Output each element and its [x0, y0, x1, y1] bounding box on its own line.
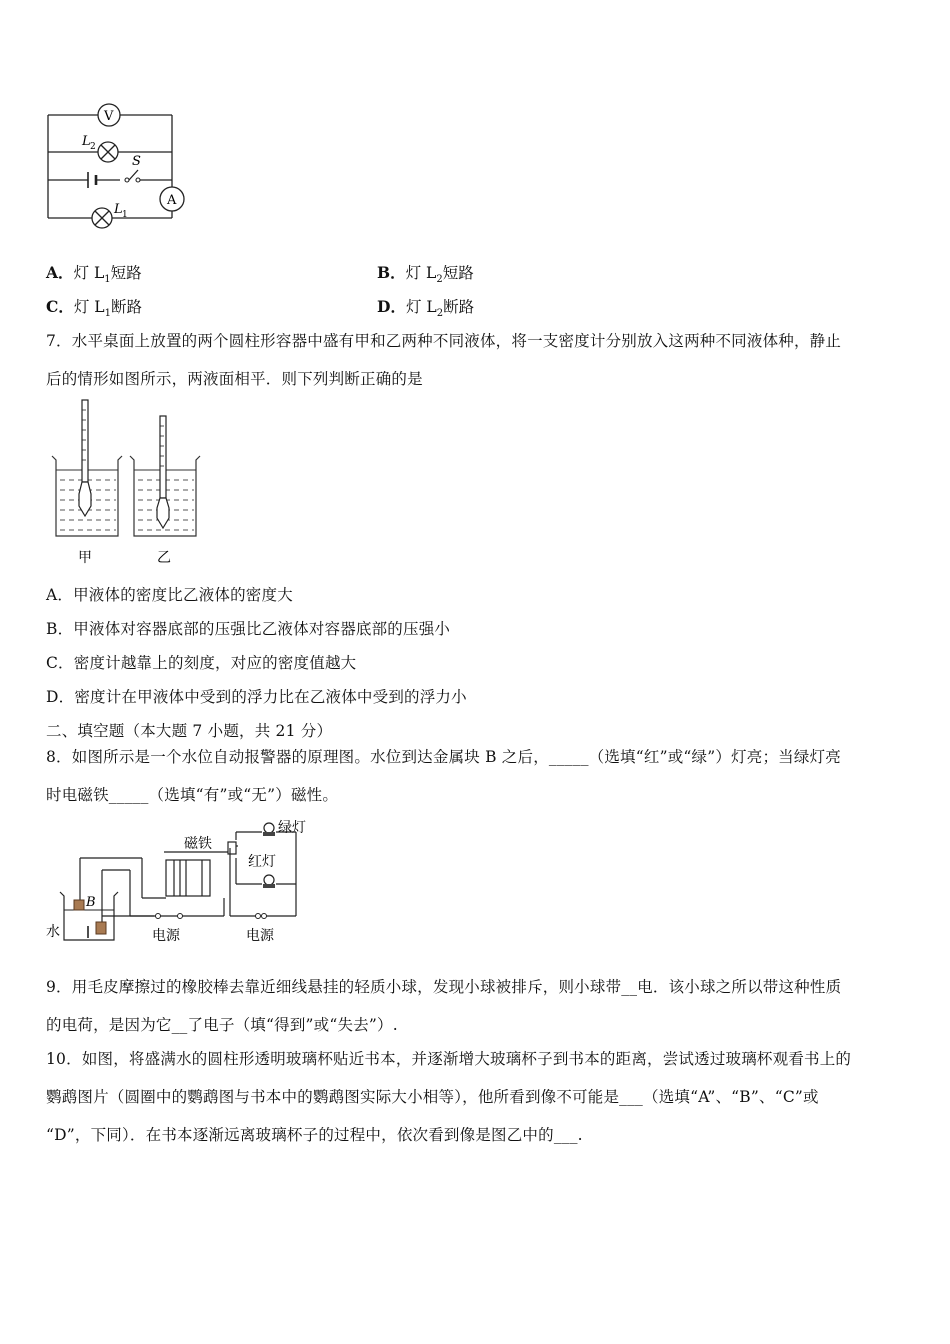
- q10-stem-line1: 10．如图，将盛满水的圆柱形透明玻璃杯贴近书本，并逐渐增大玻璃杯子到书本的距离，尝试透过玻璃杯观看书上的: [46, 1050, 852, 1068]
- q9-stem-line2: 的电荷，是因为它__了电子（填“得到”或“失去”）.: [46, 1016, 398, 1034]
- beaker-right-label: 乙: [157, 550, 171, 566]
- option-tail: 断路: [443, 298, 475, 316]
- q6-circuit-figure: [40, 95, 200, 230]
- q8-stem-line1: 8．如图所示是一个水位自动报警器的原理图。水位到达金属块 B 之后，_____（选填“红”或“绿”）灯亮；当绿灯亮: [46, 748, 841, 766]
- option-key: D．: [377, 297, 406, 316]
- switch-label: S: [132, 154, 141, 169]
- option-text: 灯 L: [73, 264, 105, 282]
- option-text: 灯 L: [73, 298, 105, 316]
- lamp1-label: L: [114, 202, 123, 217]
- option-subscript: 2: [436, 308, 444, 320]
- q6-option-c: [46, 295, 142, 319]
- q8-stem-line2: 时电磁铁_____（选填“有”或“无”）磁性。: [46, 786, 339, 804]
- beaker-left-label: 甲: [78, 550, 92, 566]
- q6-option-a: [46, 261, 142, 285]
- option-key: C．: [46, 297, 74, 316]
- option-tail: 断路: [110, 298, 142, 316]
- option-key: A．: [46, 263, 74, 282]
- option-subscript: 1: [104, 308, 111, 320]
- q10-stem-line2: 鹦鹉图片（圆圈中的鹦鹉图与书本中的鹦鹉图实际大小相等），他所看到像不可能是___（选填“A”、“B”、“C”或: [46, 1088, 819, 1106]
- q7-option-d: D．密度计在甲液体中受到的浮力比在乙液体中受到的浮力小: [46, 688, 467, 706]
- lamp1-subscript: 1: [122, 210, 128, 220]
- lamp2-label: L: [82, 134, 91, 149]
- power1-label: 电源: [152, 928, 180, 944]
- option-text: 灯 L: [405, 264, 437, 282]
- green-lamp-label: 绿灯: [278, 820, 306, 836]
- option-text: 灯 L: [405, 298, 437, 316]
- q6-option-b: [377, 261, 474, 285]
- ammeter-label: A: [167, 193, 177, 208]
- option-subscript: 1: [104, 274, 111, 286]
- q8-alarm-circuit-figure: [44, 812, 314, 950]
- water-label: 水: [46, 924, 60, 940]
- option-subscript: 2: [436, 274, 443, 286]
- q7-option-b: B．甲液体对容器底部的压强比乙液体对容器底部的压强小: [46, 620, 451, 638]
- block-b-label: B: [86, 895, 96, 910]
- q6-option-d: [377, 295, 474, 319]
- magnet-label: 磁铁: [184, 836, 212, 852]
- q9-stem-line1: 9．用毛皮摩擦过的橡胶棒去靠近细线悬挂的轻质小球，发现小球被排斥，则小球带__电．该小球之所以带这种性质: [46, 978, 842, 996]
- q7-hydrometer-figure: [48, 398, 208, 570]
- q7-option-c: C．密度计越靠上的刻度，对应的密度值越大: [46, 654, 357, 672]
- voltmeter-label: V: [104, 109, 114, 124]
- option-tail: 短路: [442, 264, 474, 282]
- power2-label: 电源: [246, 928, 274, 944]
- q10-stem-line3: “D”，下同）．在书本逐渐远离玻璃杯子的过程中，依次看到像是图乙中的___.: [46, 1126, 583, 1144]
- option-key: B．: [377, 263, 406, 282]
- section-heading: 二、填空题（本大题 7 小题，共 21 分）: [46, 722, 333, 740]
- red-lamp-label: 红灯: [248, 854, 276, 870]
- option-tail: 短路: [110, 264, 142, 282]
- q7-stem-line2: 后的情形如图所示，两液面相平．则下列判断正确的是: [46, 370, 423, 388]
- q7-stem-line1: 7．水平桌面上放置的两个圆柱形容器中盛有甲和乙两种不同液体，将一支密度计分别放入这两种不同液体种，静止: [46, 332, 842, 350]
- lamp2-subscript: 2: [90, 142, 96, 152]
- q7-option-a: A．甲液体的密度比乙液体的密度大: [46, 586, 293, 604]
